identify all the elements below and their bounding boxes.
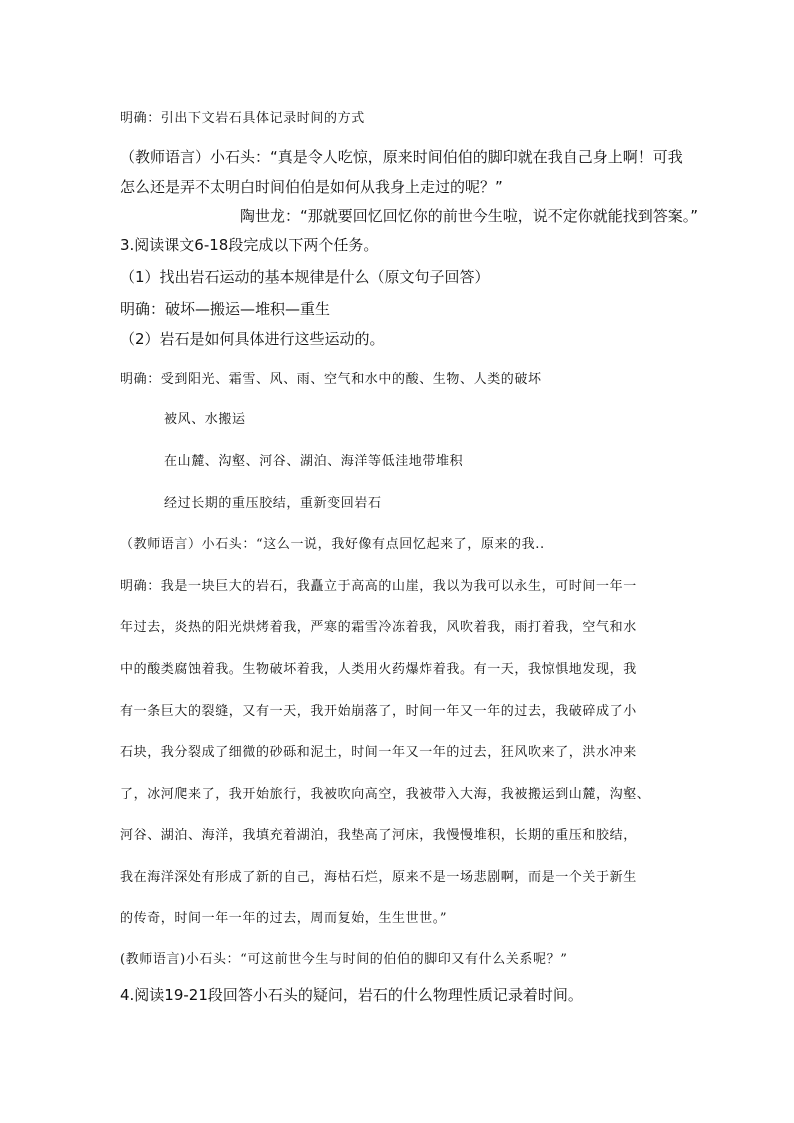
text-line-8: （2）岩石是如何具体进行这些运动的。 — [120, 330, 385, 348]
text-line-5: 3.阅读课文6-18段完成以下两个任务。 — [120, 236, 379, 254]
text-line-15: 年过去，炎热的阳光烘烤着我，严寒的霜雪冷冻着我，风吹着我，雨打着我，空气和水 — [120, 620, 637, 635]
text-line-21: 我在海洋深处有形成了新的自己，海枯石烂，原来不是一场悲剧啊，而是一个关于新生 — [120, 870, 637, 885]
text-line-19: 了，冰河爬来了，我开始旅行，我被吹向高空，我被带入大海，我被搬运到山麓，沟壑、 — [120, 787, 651, 802]
text-line-1: 明确：引出下文岩石具体记录时间的方式 — [120, 111, 365, 126]
text-line-6: （1）找出岩石运动的基本规律是什么（原文句子回答） — [120, 268, 490, 286]
text-line-13: （教师语言）小石头：“这么一说，我好像有点回忆起来了，原来的我.. — [120, 537, 545, 552]
text-line-10: 被风、水搬运 — [164, 412, 246, 427]
text-line-24: 4.阅读19-21段回答小石头的疑问，岩石的什么物理性质记录着时间。 — [120, 986, 583, 1004]
text-line-18: 石块，我分裂成了细微的砂砾和泥土，时间一年又一年的过去，狂风吹来了，洪水冲来 — [120, 745, 637, 760]
text-line-22: 的传奇，时间一年一年的过去，周而复始，生生世世。” — [120, 911, 448, 926]
text-line-2: （教师语言）小石头：“真是令人吃惊，原来时间伯伯的脚印就在我自己身上啊！可我 — [120, 148, 683, 166]
text-line-4: 陶世龙：“那就要回忆回忆你的前世今生啦，说不定你就能找到答案。” — [240, 207, 699, 225]
text-line-9: 明确：受到阳光、霜雪、风、雨、空气和水中的酸、生物、人类的破坏 — [120, 372, 542, 387]
text-line-11: 在山麓、沟壑、河谷、湖泊、海洋等低洼地带堆积 — [164, 454, 464, 469]
text-line-16: 中的酸类腐蚀着我。生物破坏着我，人类用火药爆炸着我。有一天，我惊惧地发现，我 — [120, 662, 637, 677]
text-line-14: 明确：我是一块巨大的岩石，我矗立于高高的山崖，我以为我可以永生，可时间一年一 — [120, 579, 637, 594]
text-line-3: 怎么还是弄不太明白时间伯伯是如何从我身上走过的呢？” — [120, 178, 503, 196]
text-line-23: (教师语言)小石头：“可这前世今生与时间的伯伯的脚印又有什么关系呢？” — [120, 952, 568, 967]
text-line-12: 经过长期的重压胶结，重新变回岩石 — [164, 496, 382, 511]
text-line-7: 明确：破坏—搬运—堆积—重生 — [120, 300, 331, 318]
text-line-20: 河谷、湖泊、海洋，我填充着湖泊，我垫高了河床，我慢慢堆积，长期的重压和胶结， — [120, 828, 637, 843]
text-line-17: 有一条巨大的裂缝，又有一天，我开始崩落了，时间一年又一年的过去，我破碎成了小 — [120, 704, 637, 719]
